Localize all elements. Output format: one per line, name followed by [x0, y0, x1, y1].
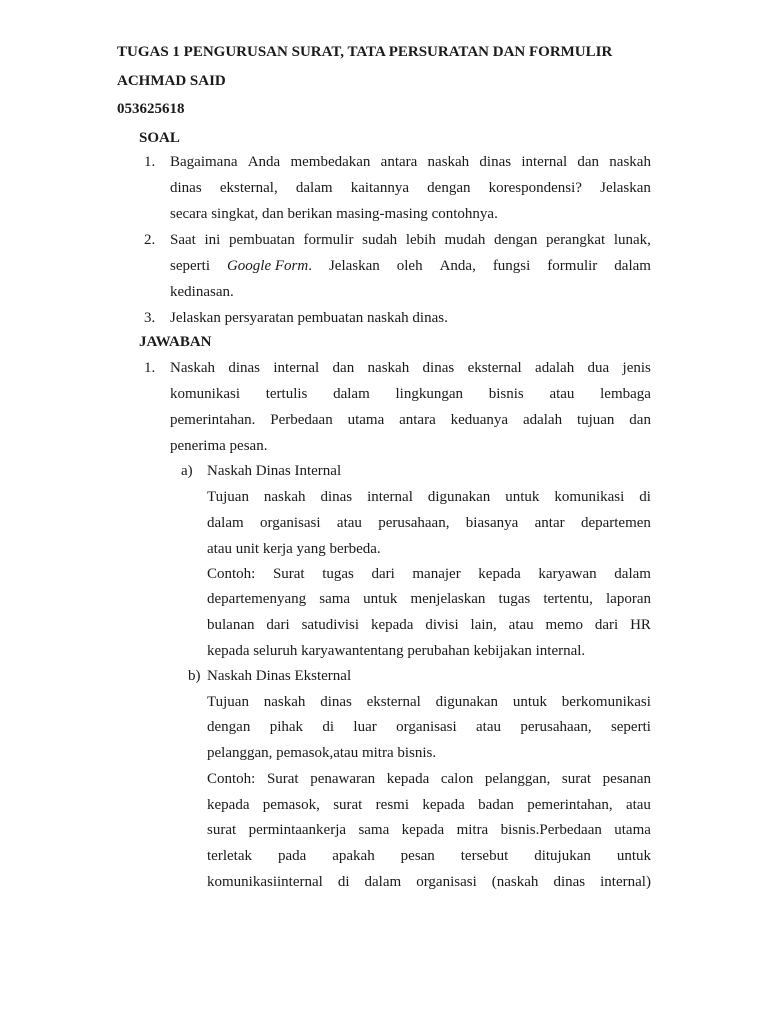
- word: dua: [587, 360, 610, 376]
- word: dalam: [333, 386, 370, 402]
- sub-a-title: Naskah Dinas Internal: [207, 463, 342, 479]
- word: dalam: [207, 515, 244, 531]
- word: untuk: [512, 694, 547, 710]
- sub-a-contoh-line-4: kepada seluruh karyawantentang perubahan kebijakan internal.: [207, 643, 586, 659]
- word: surat: [207, 822, 237, 838]
- word: dalam: [364, 874, 402, 890]
- sub-a-tujuan-line-3: atau unit kerja yang berbeda.: [207, 541, 381, 557]
- word: manajer: [412, 566, 461, 582]
- word: naskah: [263, 694, 306, 710]
- word: untuk: [505, 489, 540, 505]
- word: tertentu,: [543, 591, 593, 607]
- sub-b-contoh-line-1: [207, 769, 651, 789]
- word: utama: [614, 822, 651, 838]
- word: kepada: [386, 771, 430, 787]
- word: internal): [600, 874, 651, 890]
- word: digunakan: [435, 694, 499, 710]
- word: naskah: [427, 154, 470, 170]
- word: dinas: [320, 489, 353, 505]
- word: satudivisi: [301, 617, 360, 633]
- word: permintaankerja: [248, 822, 347, 838]
- word: Surat: [272, 566, 305, 582]
- word: dengan: [207, 719, 251, 735]
- word: Contoh:: [207, 771, 256, 787]
- word: dan: [629, 412, 651, 428]
- sub-a-contoh-line-1: [207, 564, 651, 584]
- word: Google Form.: [226, 258, 312, 274]
- sub-a-tujuan-line-1: [207, 487, 651, 507]
- word: perangkat: [546, 232, 606, 248]
- word: formulir: [303, 232, 354, 248]
- word: divisi: [425, 617, 459, 633]
- word: lebih: [405, 232, 436, 248]
- soal-3-line-1: Jelaskan persyaratan pembuatan naskah dinas.: [170, 310, 448, 326]
- word: dalam: [614, 566, 651, 582]
- sub-b-label: b): [188, 668, 201, 684]
- word: pesanan: [602, 771, 651, 787]
- word: bulanan: [207, 617, 255, 633]
- sub-b-title: Naskah Dinas Eksternal: [207, 668, 352, 684]
- sub-a-contoh-line-3: [207, 615, 651, 635]
- word: dalam: [295, 180, 333, 196]
- word: calon: [440, 771, 474, 787]
- word: atau: [476, 719, 501, 735]
- word: tugas: [322, 566, 354, 582]
- word: tersebut: [460, 848, 509, 864]
- word: pemasok,: [262, 797, 320, 813]
- word: internal: [521, 154, 568, 170]
- word: internal: [367, 489, 413, 505]
- word: dalam: [614, 258, 651, 274]
- word: berkomunikasi: [561, 694, 651, 710]
- word: sudah: [362, 232, 398, 248]
- sub-b-tujuan-line-1: [207, 692, 651, 712]
- word: atau: [549, 386, 575, 402]
- word: Tujuan: [207, 694, 249, 710]
- word: kepada: [478, 566, 521, 582]
- word: Saat: [170, 232, 196, 248]
- word: seperti: [610, 719, 651, 735]
- word: atau: [508, 617, 534, 633]
- word: pada: [277, 848, 307, 864]
- word: adalah: [522, 412, 563, 428]
- soal-2-line-3: kedinasan.: [170, 284, 234, 300]
- word: sama: [319, 591, 351, 607]
- word: kaitannya: [350, 180, 409, 196]
- word: (naskah: [491, 874, 539, 890]
- sub-a-label: a): [181, 463, 193, 479]
- word: Anda: [247, 154, 281, 170]
- word: atau: [625, 797, 651, 813]
- student-id: 053625618: [117, 101, 185, 117]
- word: organisasi: [416, 874, 477, 890]
- word: eksternal,: [219, 180, 278, 196]
- word: pesan: [400, 848, 435, 864]
- word: komunikasiinternal: [207, 874, 323, 890]
- word: Jelaskan: [600, 180, 651, 196]
- word: eksternal: [467, 360, 522, 376]
- word: surat: [333, 797, 363, 813]
- word: departemen: [580, 515, 651, 531]
- word: dinas: [479, 154, 512, 170]
- word: dari: [371, 566, 395, 582]
- student-name: ACHMAD SAID: [117, 73, 226, 89]
- word: surat: [561, 771, 592, 787]
- word: bisnis.Perbedaan: [500, 822, 602, 838]
- word: eksternal: [366, 694, 421, 710]
- word: dinas: [320, 694, 352, 710]
- jawaban-1-number: 1.: [144, 360, 156, 376]
- soal-1-line-2: [170, 178, 651, 198]
- word: antara: [380, 154, 418, 170]
- word: kepada: [401, 822, 445, 838]
- word: digunakan: [427, 489, 491, 505]
- word: tujuan: [576, 412, 615, 428]
- word: lingkungan: [395, 386, 463, 402]
- word: tugas: [498, 591, 531, 607]
- word: terletak: [207, 848, 252, 864]
- word: keduanya: [450, 412, 509, 428]
- jawaban-1-line-3: [170, 410, 651, 430]
- word: pembuatan: [229, 232, 295, 248]
- word: internal: [273, 360, 320, 376]
- word: organisasi: [396, 719, 457, 735]
- word: ini: [204, 232, 221, 248]
- word: pemerintahan.: [170, 412, 256, 428]
- word: membedakan: [290, 154, 371, 170]
- word: Tujuan: [207, 489, 249, 505]
- word: Jelaskan: [328, 258, 380, 274]
- soal-2-line-2: [170, 256, 651, 276]
- word: dinas: [422, 360, 455, 376]
- word: antara: [399, 412, 436, 428]
- word: dari: [594, 617, 619, 633]
- sub-b-tujuan-line-2: [207, 717, 651, 737]
- word: bisnis: [488, 386, 524, 402]
- word: naskah: [609, 154, 651, 170]
- word: antar: [534, 515, 565, 531]
- jawaban-heading: JAWABAN: [139, 334, 212, 350]
- word: dan: [332, 360, 355, 376]
- sub-a-contoh-line-2: [207, 589, 651, 609]
- word: karyawan: [538, 566, 597, 582]
- word: dari: [266, 617, 290, 633]
- soal-heading: SOAL: [139, 130, 180, 146]
- word: perusahaan,: [520, 719, 592, 735]
- word: lunak,: [613, 232, 651, 248]
- word: organisasi: [260, 515, 321, 531]
- word: komunikasi: [554, 489, 625, 505]
- word: kepada: [370, 617, 414, 633]
- word: laporan: [606, 591, 651, 607]
- word: naskah: [263, 489, 306, 505]
- word: komunikasi: [170, 386, 240, 402]
- word: Surat: [266, 771, 299, 787]
- soal-1-number: 1.: [144, 154, 156, 170]
- word: mudah: [444, 232, 486, 248]
- word: jenis: [622, 360, 651, 376]
- word: kepada: [207, 797, 250, 813]
- word: utama: [347, 412, 385, 428]
- word: korespondensi?: [488, 180, 582, 196]
- sub-b-tujuan-line-3: pelanggan, pemasok,atau mitra bisnis.: [207, 745, 437, 761]
- word: ditujukan: [534, 848, 591, 864]
- word: departemenyang: [207, 591, 307, 607]
- word: untuk: [363, 591, 398, 607]
- word: penawaran: [310, 771, 376, 787]
- word: menjelaskan: [410, 591, 486, 607]
- sub-a-tujuan-line-2: [207, 513, 651, 533]
- sub-b-contoh-line-2: [207, 795, 651, 815]
- word: Contoh:: [207, 566, 256, 582]
- sub-b-contoh-line-4: [207, 846, 651, 866]
- word: Bagaimana: [170, 154, 238, 170]
- word: biasanya: [465, 515, 519, 531]
- soal-2-line-1: [170, 230, 651, 250]
- word: badan: [478, 797, 514, 813]
- word: atau: [336, 515, 362, 531]
- word: mitra: [456, 822, 489, 838]
- soal-3-number: 3.: [144, 310, 156, 326]
- word: pihak: [269, 719, 304, 735]
- word: Anda,: [439, 258, 476, 274]
- soal-2-number: 2.: [144, 232, 156, 248]
- word: naskah: [367, 360, 410, 376]
- word: fungsi: [492, 258, 531, 274]
- word: pelanggan,: [484, 771, 551, 787]
- jawaban-1-line-4: penerima pesan.: [170, 438, 268, 454]
- word: luar: [353, 719, 377, 735]
- document-title: TUGAS 1 PENGURUSAN SURAT, TATA PERSURATAN DAN FORMULIR: [117, 44, 613, 60]
- word: resmi: [375, 797, 409, 813]
- word: dinas: [553, 874, 586, 890]
- word: dinas: [228, 360, 261, 376]
- word: Perbedaan: [270, 412, 333, 428]
- word: untuk: [616, 848, 651, 864]
- word: lain,: [470, 617, 497, 633]
- word: sama: [358, 822, 390, 838]
- word: Naskah: [170, 360, 215, 376]
- word: seperti: [170, 258, 210, 274]
- word: oleh: [396, 258, 423, 274]
- sub-b-contoh-line-3: [207, 820, 651, 840]
- sub-b-contoh-line-5: [207, 872, 651, 892]
- word: dan: [577, 154, 600, 170]
- jawaban-1-line-2: [170, 384, 651, 404]
- soal-1-line-1: [170, 152, 651, 172]
- word: perusahaan,: [378, 515, 450, 531]
- jawaban-1-line-1: [170, 358, 651, 378]
- word: memo: [545, 617, 584, 633]
- word: dengan: [427, 180, 471, 196]
- soal-1-line-3: secara singkat, dan berikan masing-masing contohnya.: [170, 206, 498, 222]
- word: apakah: [332, 848, 375, 864]
- word: lembaga: [600, 386, 651, 402]
- word: dinas: [170, 180, 202, 196]
- word: kepada: [422, 797, 465, 813]
- word: tertulis: [265, 386, 308, 402]
- word: di: [337, 874, 350, 890]
- word: pemerintahan,: [527, 797, 613, 813]
- word: adalah: [535, 360, 575, 376]
- word: HR: [630, 617, 651, 633]
- word: di: [322, 719, 335, 735]
- word: formulir: [547, 258, 598, 274]
- word: dengan: [494, 232, 538, 248]
- word: di: [639, 489, 651, 505]
